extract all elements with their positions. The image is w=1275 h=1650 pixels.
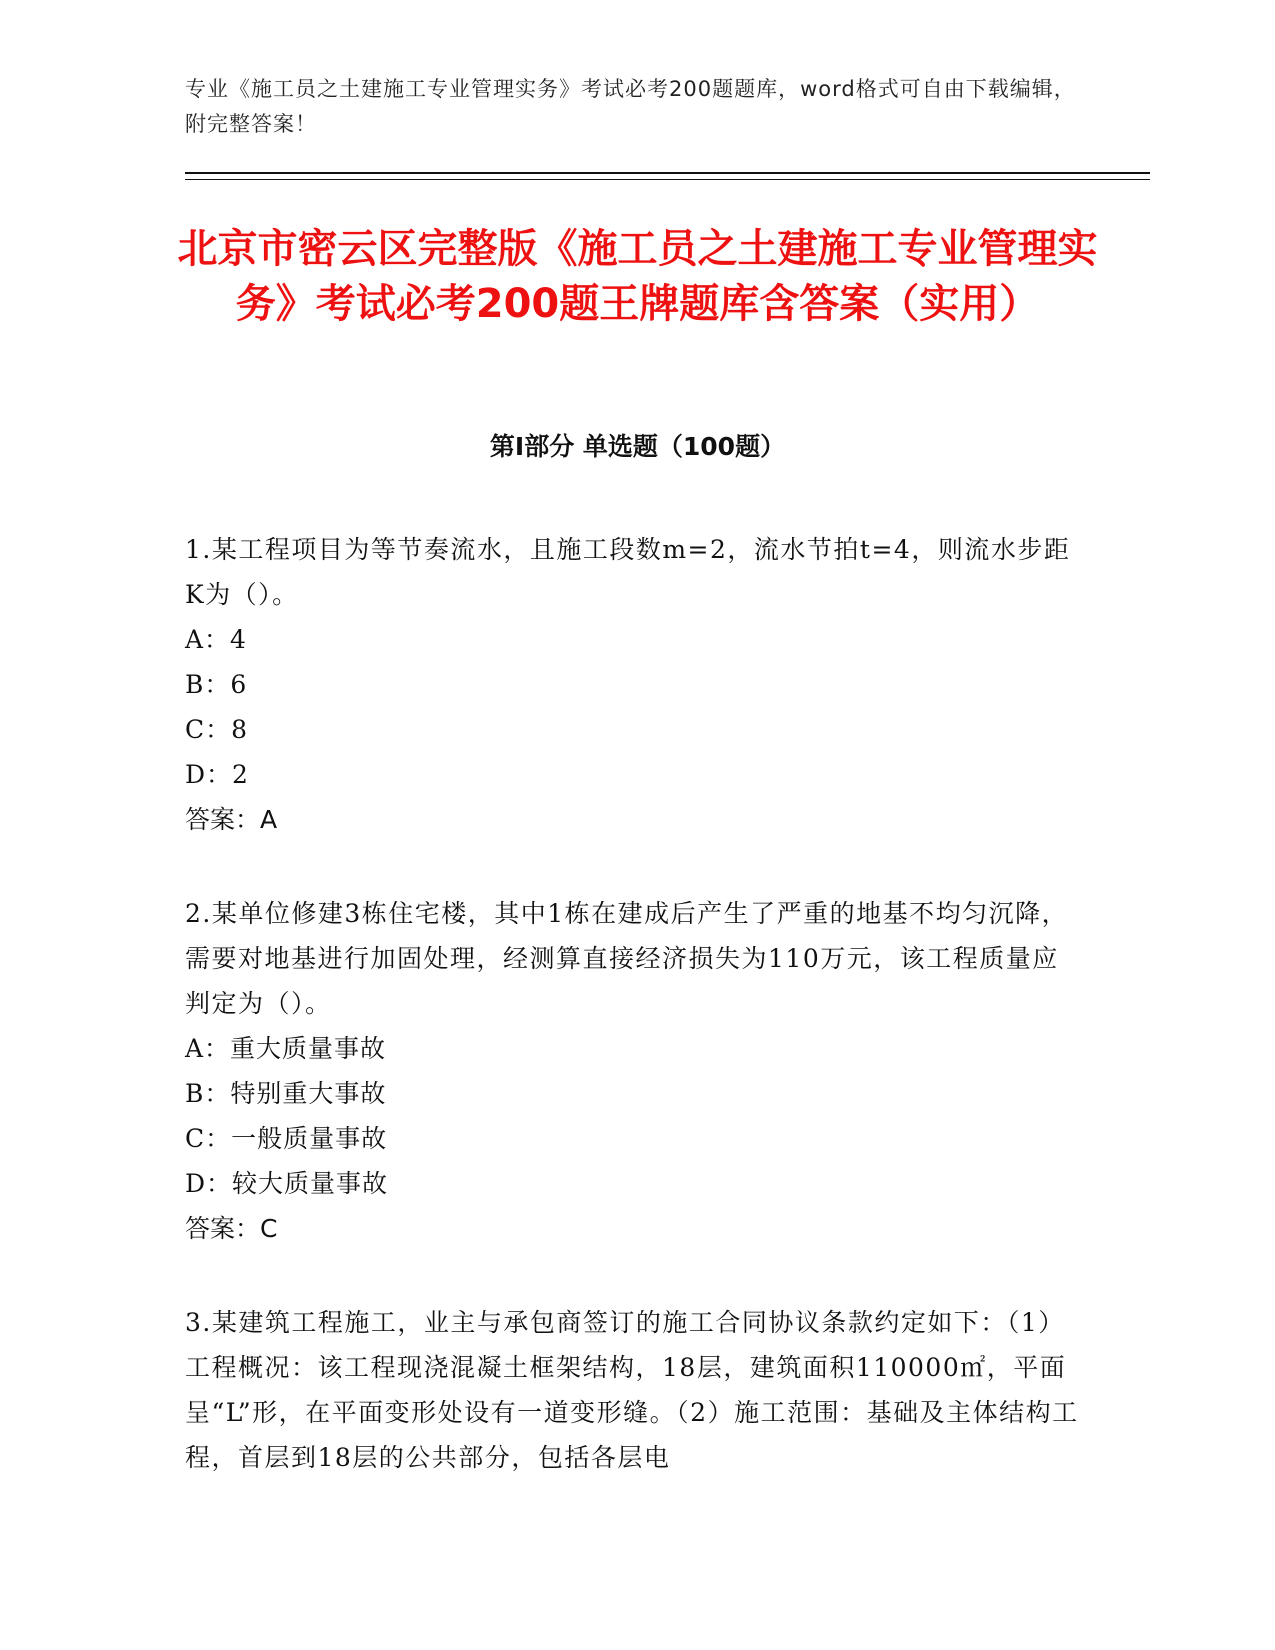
question-list — [185, 527, 1085, 1529]
question-2 — [185, 891, 1085, 1251]
question-1 — [185, 527, 1085, 842]
question-stem: 3.某建筑工程施工，业主与承包商签订的施工合同协议条款约定如下：（1）工程概况：该工程现浇混凝土框架结构，18层，建筑面积110000㎡，平面呈“L”形，在平面变形处设有一道变形缝。（2）施工范围：基础及主体结构工程，首层到18层的公共部分，包括各层电 — [185, 1308, 1079, 1472]
option-a: A：4 — [185, 625, 247, 654]
question-3 — [185, 1300, 1085, 1480]
option-c: C：8 — [185, 715, 249, 744]
answer: 答案：A — [185, 805, 278, 834]
question-stem: 2.某单位修建3栋住宅楼，其中1栋在建成后产生了严重的地基不均匀沉降，需要对地基进行加固处理，经测算直接经济损失为110万元，该工程质量应判定为（）。 — [185, 899, 1069, 1018]
document-title: 北京市密云区完整版《施工员之土建施工专业管理实务》考试必考200题王牌题库含答案（实用） — [177, 226, 1098, 327]
option-a: A：重大质量事故 — [185, 1034, 387, 1063]
question-stem: 1.某工程项目为等节奏流水，且施工段数m=2，流水节拍t=4，则流水步距K为（）。 — [185, 535, 1071, 609]
header-note: 专业《施工员之土建施工专业管理实务》考试必考200题题库，word格式可自由下载编辑，附完整答案！ — [185, 77, 1076, 136]
section-title: 第Ⅰ部分 单选题（100题） — [489, 432, 786, 461]
option-c: C：一般质量事故 — [185, 1124, 388, 1153]
header-divider-thick — [185, 172, 1150, 174]
header-divider-thin — [185, 179, 1150, 180]
option-d: D：较大质量事故 — [185, 1169, 389, 1198]
option-b: B：6 — [185, 670, 248, 699]
answer: 答案：C — [185, 1214, 278, 1243]
option-b: B：特别重大事故 — [185, 1079, 387, 1108]
option-d: D：2 — [185, 760, 249, 789]
